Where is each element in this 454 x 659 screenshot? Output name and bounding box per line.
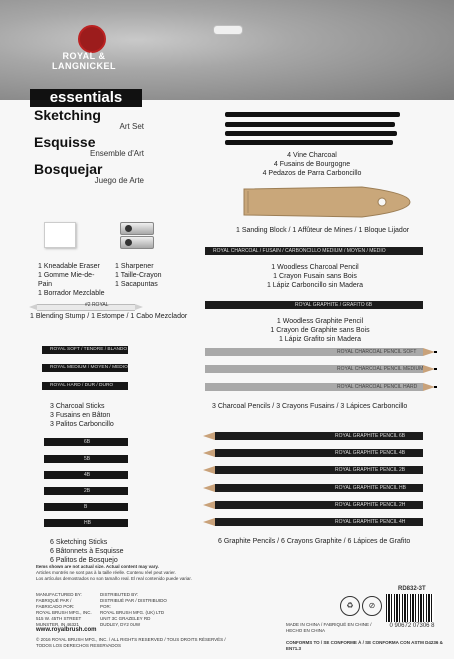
copyright: © 2016 ROYAL BRUSH MFG., INC. / ALL RIGHTS RESERVED / TOUS DROITS RÉSERVÉS / TODOS LOS DERECHOS RESERVADOS — [36, 637, 226, 648]
website-link[interactable]: www.royalbrush.com — [36, 627, 97, 633]
label-line: 1 Lápiz Grafito sin Madera — [278, 336, 362, 343]
pencil-imprint: ROYAL GRAPHITE PENCIL 2B — [335, 467, 406, 473]
vine-charcoal-stick — [225, 140, 393, 145]
sketching-stick — [44, 487, 128, 495]
pencil-tip — [203, 518, 215, 526]
label-line: 1 Gomme Mie-de-Pain — [38, 272, 95, 288]
distributor-info — [100, 592, 170, 628]
pencil-imprint: ROYAL GRAPHITE PENCIL HB — [335, 485, 406, 491]
label-line: ROYAL BRUSH MFG. (UK) LTD — [100, 610, 165, 615]
vine-charcoal-stick — [225, 131, 397, 136]
label-line: 4 Fusains de Bourgogne — [273, 161, 351, 168]
sharpener-part — [120, 236, 154, 249]
stick-grade: HB — [84, 520, 91, 526]
pencil-tip — [203, 466, 215, 474]
essentials-label: essentials — [30, 89, 142, 107]
pencil-imprint: ROYAL GRAPHITE / GRAFITO 6B — [295, 302, 373, 308]
subtitle-fr: Ensemble d'Art — [90, 149, 144, 158]
blending-stump-icon — [37, 304, 135, 311]
label-line: DISTRIBUÉ PAR / DISTRIBUIDO POR: — [100, 598, 167, 609]
graphite-pencil — [215, 449, 423, 457]
label-line: 6 Palitos de Bosquejo — [50, 557, 118, 564]
title-fr: Esquisse — [34, 134, 96, 150]
pencil-lead — [434, 368, 437, 370]
graphite-pencil — [215, 484, 423, 492]
charcoal-pencil-medium — [205, 365, 423, 373]
label-line: 3 Charcoal Sticks — [50, 403, 105, 410]
label-line: FABRIQUÉ PAR / FABRICADO POR: — [36, 598, 75, 609]
barcode-number: 0 90672 07306 8 — [389, 623, 435, 629]
graphite-pencil-label — [255, 317, 385, 344]
sharpener-hole — [125, 239, 132, 246]
barcode-icon — [386, 594, 434, 622]
sanding-block-icon — [242, 185, 412, 219]
sketching-stick — [44, 519, 128, 527]
label-line: 1 Kneadable Eraser — [38, 263, 100, 270]
pencil-tip — [203, 449, 215, 457]
label-line: 1 Taille-Crayon — [115, 272, 162, 279]
graphite-pencil — [215, 432, 423, 440]
sharpener-part — [120, 222, 154, 235]
pencil-imprint: ROYAL GRAPHITE PENCIL 4H — [335, 519, 406, 525]
pencil-imprint: ROYAL GRAPHITE PENCIL 4B — [335, 450, 406, 456]
label-line: MANUFACTURED BY: — [36, 592, 82, 597]
stick-grade: 6B — [84, 439, 91, 445]
charcoal-stick — [42, 382, 128, 390]
charcoal-stick — [42, 364, 128, 372]
brand-seal-icon — [78, 25, 106, 53]
label-line: DISTRIBUTED BY: — [100, 592, 139, 597]
sanding-block-label: 1 Sanding Block / 1 Affûteur de Mines / 1 Bloque Lijador — [236, 227, 410, 234]
charcoal-pencil-hard — [205, 383, 423, 391]
label-line: MUNSTER, IN 46321 — [36, 622, 80, 627]
sku-code: RD832-3T — [398, 586, 426, 592]
stick-imprint: ROYAL SOFT / TENDRE / BLANDO — [50, 347, 128, 352]
label-line: 6 Sketching Sticks — [50, 539, 108, 546]
label-line: Items shown are not actual size. Actual content may vary. — [36, 564, 159, 569]
woodless-charcoal-pencil — [205, 247, 423, 255]
charcoal-sticks-label — [50, 402, 130, 429]
label-line: 1 Borrador Mezclable — [38, 290, 105, 297]
label-line: DUDLEY, DY2 0UW — [100, 622, 141, 627]
charcoal-pencil-soft — [205, 348, 423, 356]
recycle-icon: ♻ — [340, 596, 360, 616]
sharpener-hole — [125, 225, 132, 232]
sketching-stick — [44, 455, 128, 463]
label-line: 1 Crayon de Graphite sans Bois — [270, 327, 370, 334]
disclaimer — [36, 564, 196, 582]
charcoal-pencil-label — [250, 263, 380, 290]
stick-grade: B — [84, 504, 88, 510]
manufacturer-info — [36, 592, 96, 628]
label-line: 1 Sharpener — [115, 263, 154, 270]
stump-tip — [29, 304, 37, 310]
label-line: UNIT 3C GRAZELEY RD — [100, 616, 151, 621]
sketching-stick — [44, 503, 128, 511]
pencil-imprint: ROYAL CHARCOAL PENCIL MEDIUM — [337, 366, 424, 372]
sketching-sticks-label — [50, 538, 130, 565]
label-line: 3 Palitos Carboncillo — [50, 421, 114, 428]
charcoal-stick — [42, 346, 128, 354]
label-line: 3 Fusains en Bâton — [50, 412, 111, 419]
stick-grade: 4B — [84, 472, 91, 478]
graphite-pencil — [215, 501, 423, 509]
pencil-imprint: ROYAL GRAPHITE PENCIL 6B — [335, 433, 406, 439]
label-line: 6 Bâtonnets à Esquisse — [50, 548, 124, 555]
label-line: 1 Woodless Charcoal Pencil — [271, 264, 359, 271]
pencil-tip — [203, 484, 215, 492]
graphite-pencil — [215, 518, 423, 526]
charcoal-pencils-label: 3 Charcoal Pencils / 3 Crayons Fusains / 3 Lápices Carboncillo — [212, 403, 408, 410]
sharpener-label — [115, 262, 185, 289]
no-small-children-icon: ⊘ — [362, 596, 382, 616]
pencil-lead — [434, 386, 437, 388]
label-line: 4 Pedazos de Parra Carboncillo — [262, 170, 362, 177]
label-line: 515 W. 45TH STREET — [36, 616, 82, 621]
pencil-tip — [203, 432, 215, 440]
sharpener-icon — [120, 222, 152, 248]
subtitle-en: Art Set — [119, 122, 144, 131]
vine-charcoal-label — [252, 151, 372, 178]
vine-charcoal-stick — [225, 122, 395, 127]
stump-imprint: #2 ROYAL — [85, 302, 109, 308]
label-line: 1 Lápiz Carboncillo sin Madera — [266, 282, 364, 289]
pencil-imprint: ROYAL CHARCOAL PENCIL SOFT — [337, 349, 417, 355]
hang-hole — [213, 25, 243, 35]
pencil-imprint: ROYAL GRAPHITE PENCIL 2H — [335, 502, 406, 508]
product-titles — [34, 108, 144, 189]
woodless-graphite-pencil — [205, 301, 423, 309]
kneadable-eraser-icon — [44, 222, 76, 248]
label-line: Los artículos demostrados no son tamaño real. El real contenido puede variar. — [36, 576, 192, 581]
pencil-tip — [203, 501, 215, 509]
label-line: Articles montrés ne sont pas à la taille réelle. Contenu réel peut varier. — [36, 570, 176, 575]
label-line: 1 Sacapuntas — [115, 281, 158, 288]
brand-seal-text: ROYAL & LANGNICKEL — [52, 51, 116, 71]
vine-charcoal-stick — [225, 112, 400, 117]
subtitle-es: Juego de Arte — [94, 176, 144, 185]
stick-imprint: ROYAL MEDIUM / MOYEN / MEDIO — [50, 365, 128, 370]
label-line: 1 Crayon Fusain sans Bois — [273, 273, 357, 280]
eraser-label — [38, 262, 108, 298]
label-line: 4 Vine Charcoal — [287, 152, 337, 159]
conformity-label: CONFORMS TO / SE CONFORME À / SE CONFORMA CON ASTM D4236 & EN71.3 — [286, 640, 443, 651]
label-line: ROYAL BRUSH MFG., INC. — [36, 610, 92, 615]
pencil-imprint: ROYAL CHARCOAL PENCIL HARD — [337, 384, 418, 390]
sketching-stick — [44, 438, 128, 446]
blending-stump-label: 1 Blending Stump / 1 Estompe / 1 Cabo Mezclador — [30, 313, 188, 320]
made-in-label: MADE IN CHINA / FABRIQUÉ EN CHINE / HECHO EN CHINA — [286, 622, 372, 633]
pencil-imprint: ROYAL CHARCOAL / FUSAIN / CARBONCILLO MEDIUM / MOYEN / MEDIO — [213, 248, 386, 254]
stump-tip — [135, 304, 143, 310]
graphite-pencil — [215, 466, 423, 474]
title-en: Sketching — [34, 107, 101, 123]
sketching-stick — [44, 471, 128, 479]
header-texture — [0, 0, 454, 100]
label-line: 1 Woodless Graphite Pencil — [276, 318, 364, 325]
graphite-pencils-label: 6 Graphite Pencils / 6 Crayons Graphite / 6 Lápices de Grafito — [218, 538, 411, 545]
stick-grade: 5B — [84, 456, 91, 462]
stick-grade: 2B — [84, 488, 91, 494]
pencil-lead — [434, 351, 437, 353]
title-es: Bosquejar — [34, 161, 103, 177]
stick-imprint: ROYAL HARD / DUR / DURO — [50, 383, 114, 388]
